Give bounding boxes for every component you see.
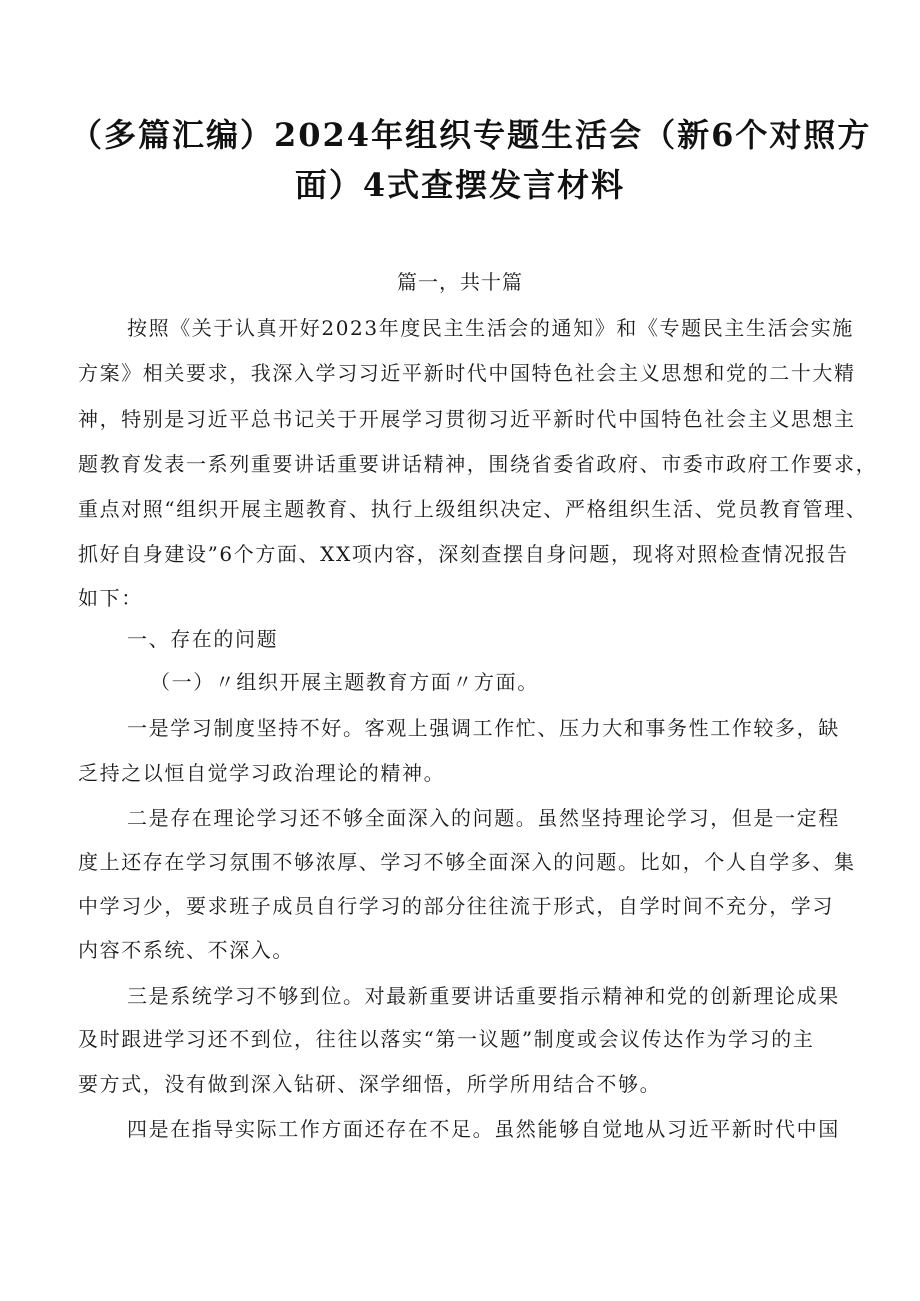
section-heading: 一、存在的问题 <box>127 627 279 651</box>
paragraph-line: 如下： <box>78 586 143 610</box>
paragraph-line: 抓好自身建设”6个方面、XX项内容，深刻查摆自身问题，现将对照检查情况报告 <box>78 542 849 566</box>
paragraph-line: 及时跟进学习还不到位，往往以落实“第一议题”制度或会议传达作为学习的主 <box>78 1027 815 1051</box>
paragraph-line: 中学习少，要求班子成员自行学习的部分往往流于形式，自学时间不充分，学习 <box>78 894 834 918</box>
paragraph-line: 神，特别是习近平总书记关于开展学习贯彻习近平新时代中国特色社会主义思想主 <box>78 407 856 431</box>
paragraph-line: 内容不系统、不深入。 <box>78 938 294 962</box>
subsection-heading: （一）〃组织开展主题教育方面〃方面。 <box>150 670 539 694</box>
paragraph-line: 题教育发表一系列重要讲话重要讲话精神，围绕省委省政府、市委市政府工作要求， <box>78 452 878 476</box>
section-subheading: 篇一，共十篇 <box>397 270 523 294</box>
document-title-line-1: （多篇汇编）2024年组织专题生活会（新6个对照方 <box>70 116 872 154</box>
paragraph-line: 三是系统学习不够到位。对最新重要讲话重要指示精神和党的创新理论成果 <box>127 984 840 1008</box>
paragraph-line: 方案》相关要求，我深入学习习近平新时代中国特色社会主义思想和党的二十大精 <box>78 361 856 385</box>
paragraph-line: 重点对照“组织开展主题教育、执行上级组织决定、严格组织生活、党员教育管理、 <box>78 497 868 521</box>
paragraph-line: 按照《关于认真开好2023年度民主生活会的通知》和《专题民主生活会实施 <box>127 316 854 340</box>
paragraph-line: 要方式，没有做到深入钻研、深学细悟，所学所用结合不够。 <box>78 1072 662 1096</box>
paragraph-line: 二是存在理论学习还不够全面深入的问题。虽然坚持理论学习，但是一定程 <box>127 806 840 830</box>
paragraph-line: 一是学习制度坚持不好。客观上强调工作忙、压力大和事务性工作较多，缺 <box>127 716 840 740</box>
paragraph-line: 四是在指导实际工作方面还存在不足。虽然能够自觉地从习近平新时代中国 <box>127 1117 840 1141</box>
document-title-line-2: 面）4式查摆发言材料 <box>294 166 626 204</box>
paragraph-line: 乏持之以恒自觉学习政治理论的精神。 <box>78 761 446 785</box>
paragraph-line: 度上还存在学习氛围不够浓厚、学习不够全面深入的问题。比如，个人自学多、集 <box>78 850 856 874</box>
